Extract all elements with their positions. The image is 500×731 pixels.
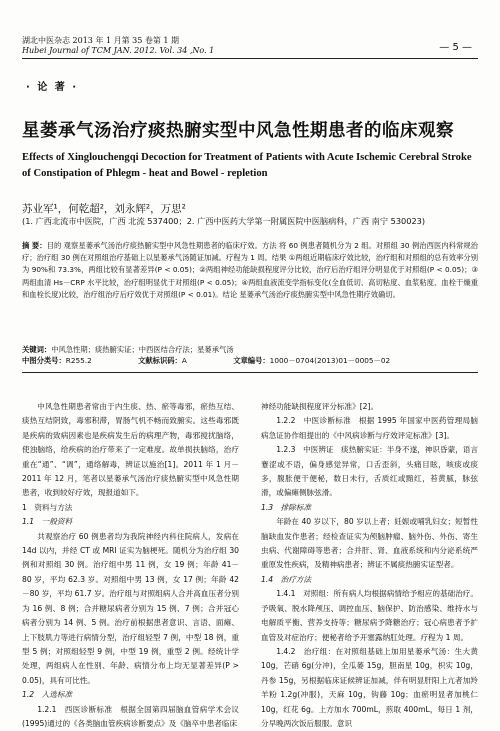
body-column-right [261, 400, 478, 731]
body-paragraph: 1.2.3 中医辨证 痰热腑实证：半身不遂，神识昏蒙，语言蹇涩或不语，偏身感觉异常，口舌歪斜，头痛目眩，咳痰或痰多，腹胀便干便秘，数日未行，舌质红或黯红，苔黄腻，脉弦滑，或偏瘫侧脉弦滑。 [261, 445, 478, 498]
section-heading: 1.1 一般资料 [22, 517, 73, 527]
abstract-label: 摘 要： [22, 241, 47, 250]
body-paragraph: 1.4.2 治疗组：在对照组基础上加用星蒌承气汤：生大黄 10g，芒硝 6g(分冲)，全瓜蒌 15g，胆南星 10g，枳实 10g，丹参 15g，另根据临床证候辨证加减，伴有明显肝阳上亢者加羚羊粉 1.2g(冲服)，天麻 10g，钩藤 10g；血瘀明显者加桃仁 10g，红花 6g。上方加水 700mL，煎取 400mL，每日 1 剂，分早晚两次饭后服服。意识 [261, 646, 478, 728]
section-heading: 1.2 入选标准 [22, 690, 73, 700]
article-title-zh: 星蒌承气汤治疗痰热腑实型中风急性期患者的临床观察 [22, 121, 454, 141]
section-heading: 1.3 排除标准 [261, 502, 312, 512]
body-paragraph: 1.2.1 西医诊断标准 根据全国第四届脑血管病学术会议(1995)通过的《各类脑血管疾病诊断要点》及《脑卒中患者临床 [22, 704, 239, 728]
body-column-left [22, 400, 239, 731]
journal-name-cn: 湖北中医杂志 2013 年 1 月第 35 卷第 1 期 [22, 36, 180, 45]
body-paragraph: 中风急性期患者常由于内生痰、热、瘀等毒邪，瘀热互结、痰热互结阴致，毒邪积滞，胃肠气机不畅而致腑实。这些毒邪既是疾病的致病因素也是疾病发生后的病理产物，毒邪搅扰脑络，使浊脑络，给疾病的治疗带来了一定难度。故单损扶脑络，治疗重在“通”、“调”，通络解毒，辨证以施治[1]。2011 年 1 月－2011 年 12 月，笔者以星蒌承气汤治疗痰热腑实型中风急性期患者，收到较好疗效，现报道如下。 [22, 402, 239, 498]
body-paragraph: 年龄在 40 岁以下，80 岁以上者；妊娠或哺乳妇女；短暂性脑缺血发作患者；经检查证实为颅脑肿瘤、脑外伤、外伤、寄生虫病、代谢障碍等患者；合并肝、肾、血液系统和内分泌系统严重原发性疾病，及精神病患者；辨证不属痰热腑实证型者。 [261, 517, 478, 570]
running-header [22, 36, 478, 56]
section-tag: · 论 著 · [26, 82, 79, 93]
abstract-text: 目的 观察星蒌承气汤治疗痰热腑实型中风急性期患者的临床疗效。方法 将 60 例患者随机分为 2 组。对照组 30 例治西医内科常规治疗；治疗组 30 例在对照组治疗基础上以星蒌承气汤随证加减。疗程为 1 周。结果 ①两组近期临床疗效比较，治疗组和对照组的总有效率分别为 90%和 73.3%，两组比较有显著差异(P < 0.05)；②两组神经功能缺损程度评分比较，治疗后治疗组评分明显优于对照组(P < 0.05)；③两组血清 Hs－CRP 水平比较，治疗组明显优于对照组(P < 0.05)；④两组血液流变学指标变化(全血低切、高切粘度、血浆粘度、血栓干燥重和血栓长度)比较，治疗组治疗后疗效优于对照组(P < 0.01)。结论 星蒌承气汤治疗痰热腑实型中风急性期疗效确切。 [22, 241, 478, 299]
meta-rule [22, 372, 478, 373]
section-heading: 1 资料与方法 [22, 502, 73, 512]
clc: 中图分类号：R255.2 [22, 356, 92, 365]
keywords-text: 中风急性期；痰热腑实证；中西医结合疗法；星蒌承气汤 [51, 345, 234, 354]
body-paragraph: 1.2.2 中医诊断标准 根据 1995 年国家中医药管理局脑病急证协作组提出的《中风病诊断与疗效评定标准》[3]。 [261, 416, 478, 440]
section-heading: 1.4 治疗方法 [261, 574, 312, 584]
body-paragraph: 1.4.1 对照组：所有病人均根据病情给予相应的基础治疗。予吸氧、脱水降颅压、调控血压、脑保护、防治感染、维持水与电解质平衡、营养支持等；糖尿病予降糖治疗；冠心病患者予扩血管及对症治疗；便秘者给予开塞露纳肛处理。疗程为 1 周。 [261, 589, 478, 642]
affiliation: (1. 广西北流市中医院，广西 北流 537400；2. 广西中医药大学第一附属医院中医脑病科，广西 南宁 530023) [22, 216, 426, 226]
keywords-label: 关键词： [22, 345, 52, 354]
article-number: 文章编号：1000－0704(2013)01－0005－02 [233, 356, 391, 365]
page-number: — 5 — [439, 42, 472, 53]
article-title-en: Effects of Xinglouchengqi Decoction for Treatment of Patients with Acute Ischemic Cerebral Stroke of Constipation of Phlegm - heat and Bowel - repletion [22, 152, 472, 179]
article-meta [22, 356, 478, 366]
body-paragraph: 共观察治疗 60 例患者均为我院神经内科住院病人，发病在 14d 以内，并经 CT 或 MRI 证实为脑梗死。随机分为治疗组 30 例和对照组 30 例。治疗组中男 11 例，女 19 例；年龄 41－80 岁，平均 62.3 岁。对照组中男 13 例，女 17 例；年龄 42－80 岁，平均 61.7 岁。治疗组与对照组病人合并高血压者分别为 16 例、8 例；合并糖尿病者分别为 15 例、7 例；合并冠心病者分别为 14 例、5 例。治疗前根据患者意识、言语、面瘫、上下肢肌力等进行病情分型，治疗组轻型 7 例，中型 18 例，重型 5 例；对照组轻型 9 例，中型 19 例，重型 2 例。经统计学处理，两组病人在性别、年龄、病情分布上均无显著差异(P > 0.05)，具有可比性。 [22, 531, 239, 685]
abstract [22, 240, 478, 301]
doc-code: 文献标识码：A [138, 356, 187, 365]
journal-name-en: Hubei Journal of TCM JAN. 2012. Vol. 34 ,No. 1 [22, 46, 215, 55]
authors: 苏业军¹，何乾超²，刘永辉²，万思² [22, 203, 186, 215]
section-heading: 神经功能缺损程度评分标准》[2]。 [261, 402, 379, 411]
keywords [22, 344, 478, 356]
header-rule [22, 58, 478, 59]
